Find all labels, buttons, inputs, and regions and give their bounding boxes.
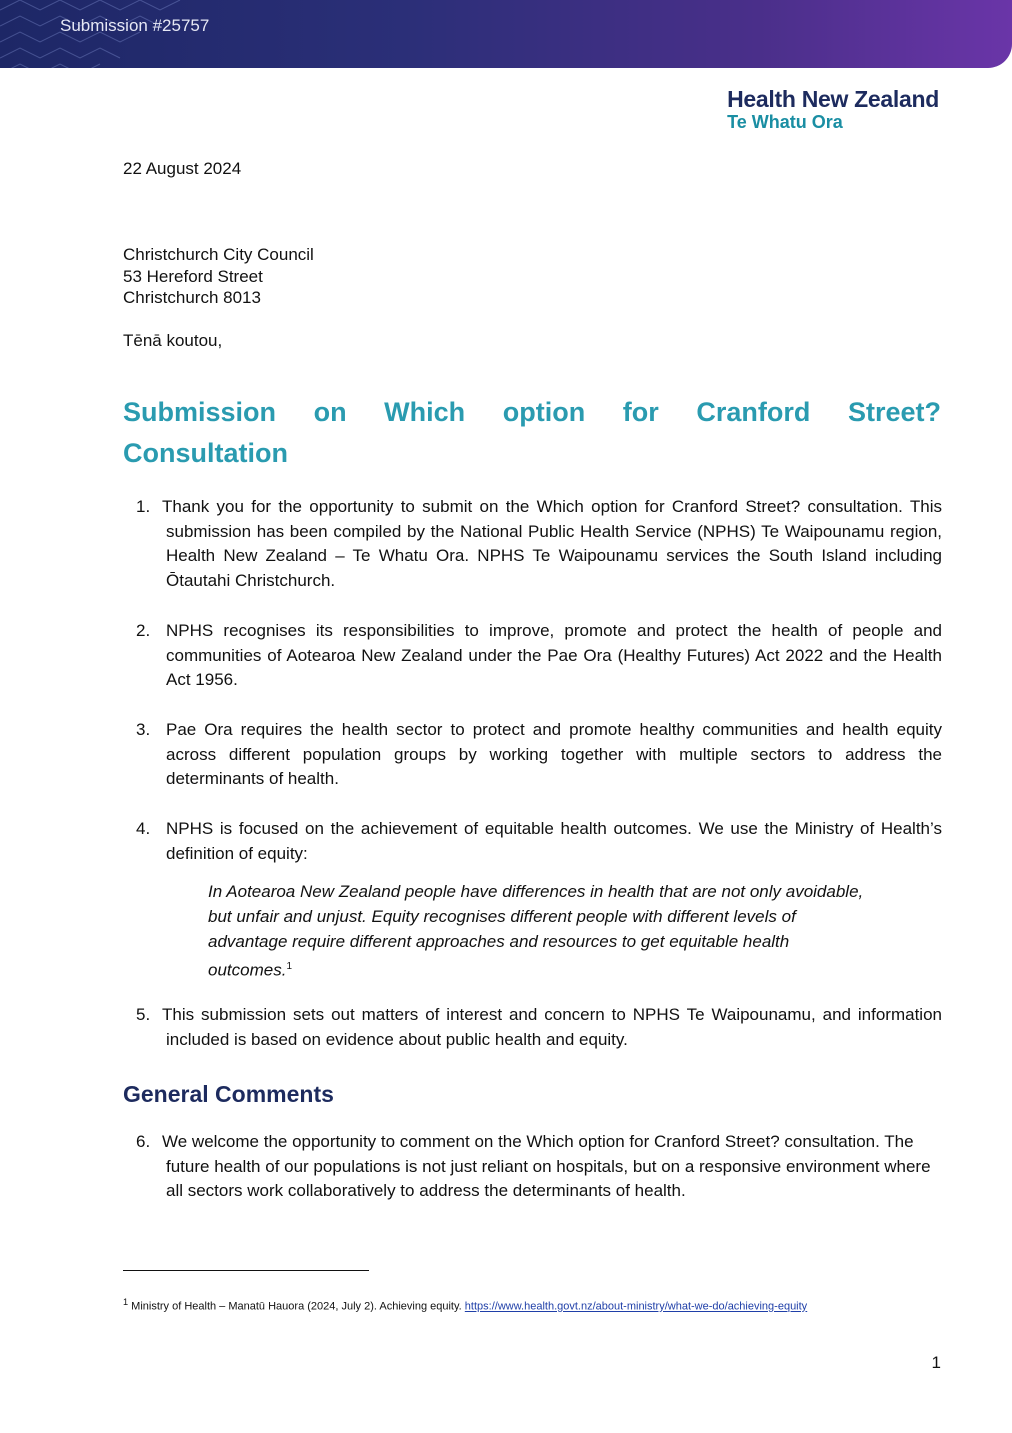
letter-date: 22 August 2024: [123, 159, 242, 178]
item-number: 3.: [136, 720, 151, 739]
quote-text: In Aotearoa New Zealand people have differences in health that are not only avoidable, but unfair and unjust. Equity recognises different people with different levels of advantage require different approaches and resources to get equitable health outcomes.: [208, 882, 864, 980]
footnote: [123, 1297, 807, 1313]
page-number: 1: [931, 1353, 941, 1372]
footnote-marker: 1: [123, 1297, 129, 1307]
page-title: [123, 392, 941, 474]
item-number: 2.: [136, 621, 151, 640]
list-item: [136, 619, 942, 693]
header-banner: [0, 0, 1012, 68]
title-line-2: Consultation: [123, 438, 288, 468]
title-line-1: Submission on Which option for Cranford Street?: [123, 397, 941, 427]
logo-subtitle: Te Whatu Ora: [727, 112, 843, 132]
greeting: Tēnā koutou,: [123, 331, 223, 350]
footnote-link[interactable]: https://www.health.govt.nz/about-ministry/what-we-do/achieving-equity: [464, 1300, 808, 1313]
equity-quote: [208, 879, 864, 983]
item-text: This submission sets out matters of interest and concern to NPHS Te Waipounamu, and information included is based on evidence about public health and equity.: [162, 1005, 942, 1049]
item-number: 4.: [136, 819, 151, 838]
logo-title: Health New Zealand: [727, 86, 939, 112]
submission-number: Submission #25757: [60, 16, 210, 35]
address-line-1: Christchurch City Council: [123, 245, 314, 264]
item-text: NPHS is focused on the achievement of equitable health outcomes. We use the Ministry of Health’s definition of equity:: [166, 819, 942, 863]
footnote-ref[interactable]: 1: [286, 961, 292, 972]
list-item: [136, 1003, 942, 1052]
list-item: [136, 817, 942, 866]
item-number: 6.: [136, 1132, 151, 1151]
section-heading: General Comments: [123, 1081, 334, 1107]
item-text: Pae Ora requires the health sector to protect and promote healthy communities and health equity across different population groups by working together with multiple sectors to address the determinants of health.: [166, 720, 942, 788]
list-item: [136, 718, 942, 792]
footnote-text: Ministry of Health – Manatū Hauora (2024, July 2). Achieving equity.: [131, 1300, 462, 1313]
item-text: NPHS recognises its responsibilities to improve, promote and protect the health of people and communities of Aotearoa New Zealand under the Pae Ora (Healthy Futures) Act 2022 and the Health Act 1956.: [166, 621, 942, 689]
address-line-3: Christchurch 8013: [123, 288, 261, 307]
list-item: [136, 1130, 942, 1204]
item-number: 1.: [136, 497, 151, 516]
footnote-divider: [123, 1270, 369, 1271]
item-number: 5.: [136, 1005, 151, 1024]
item-text: We welcome the opportunity to comment on the Which option for Cranford Street? consultation. The future health of our populations is not just reliant on hospitals, but on a responsive environment where all sectors work collaboratively to address the determinants of health.: [162, 1132, 931, 1200]
item-text: Thank you for the opportunity to submit on the Which option for Cranford Street? consultation. This submission has been compiled by the National Public Health Service (NPHS) Te Waipounamu region, Health New Zealand – Te Whatu Ora. NPHS Te Waipounamu services the South Island including Ōtautahi Christchurch.: [162, 497, 942, 590]
list-item: [136, 495, 942, 593]
address-line-2: 53 Hereford Street: [123, 266, 263, 286]
health-nz-logo: [727, 86, 939, 132]
